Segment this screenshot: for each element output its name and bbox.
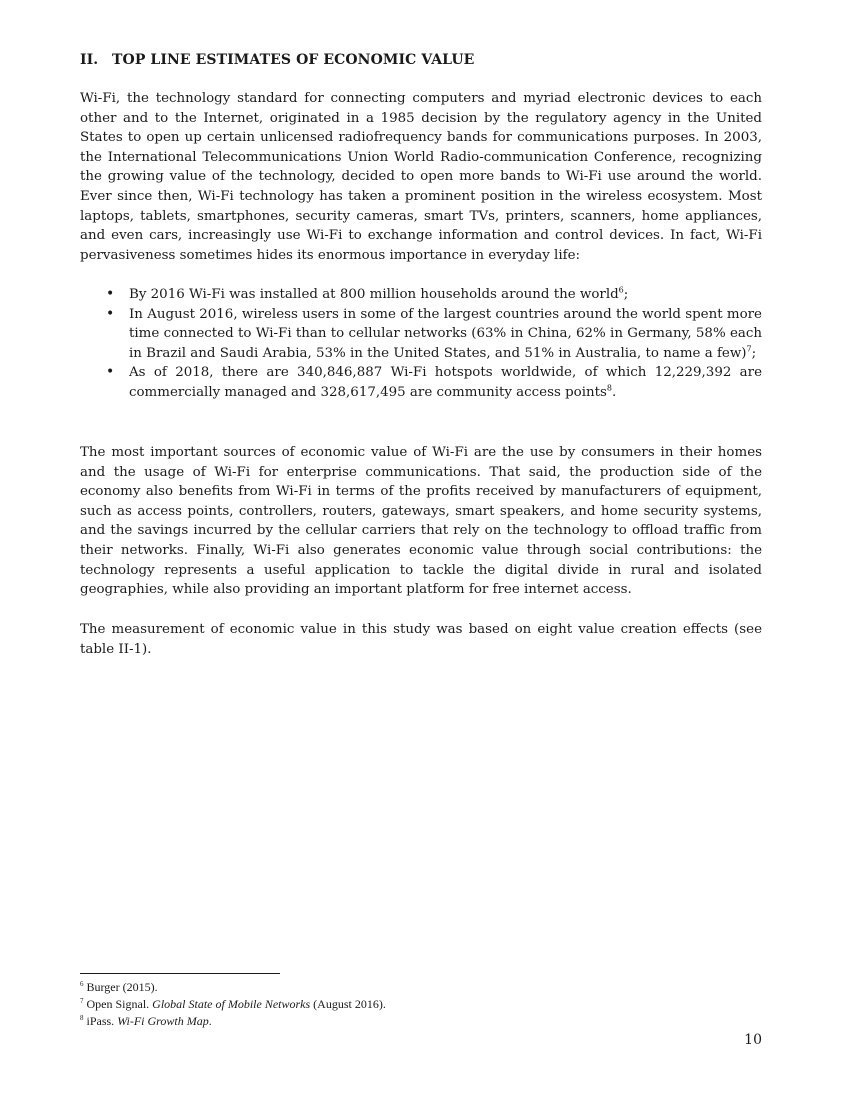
footnote-text: iPass. bbox=[86, 1014, 118, 1028]
footnote-number: 7 bbox=[80, 997, 84, 1005]
bullet-punct: . bbox=[611, 384, 617, 400]
intro-paragraph: Wi-Fi, the technology standard for connecting computers and myriad electronic devices to each other and to the Internet, originated in a 1985 decision by the regulatory agency in the United States to open up certain unlicensed radiofrequency bands for communications purposes. In 2003, the International Telecommunications Union World Radio-communication Conference, recognizing the growing value of the technology, decided to open more bands to Wi-Fi use around the world. Ever since then, Wi-Fi technology has taken a prominent position in the wireless ecosystem. Most laptops, tablets, smartphones, security cameras, smart TVs, printers, scanners, home appliances, and even cars, increasingly use Wi-Fi to exchange information and control devices. In fact, Wi-Fi pervasiveness sometimes hides its enormous importance in everyday life: bbox=[80, 91, 762, 263]
footnote bbox=[80, 1013, 762, 1030]
footnote-ref[interactable]: 7 bbox=[746, 344, 752, 354]
bullet-punct: ; bbox=[623, 287, 629, 302]
footnote-text: Open Signal. bbox=[86, 997, 153, 1011]
page-number: 10 bbox=[744, 1032, 762, 1048]
bullet-marker: • bbox=[106, 305, 115, 322]
footnote-after: (August 2016). bbox=[310, 997, 386, 1011]
list-item bbox=[80, 305, 762, 364]
bullet-text: By 2016 Wi-Fi was installed at 800 million households around the world bbox=[129, 287, 619, 302]
section-number: II. bbox=[80, 52, 99, 68]
bullet-text: As of 2018, there are 340,846,887 Wi-Fi hotspots worldwide, of which 12,229,392 are commercially managed and 328,617,495 are community access points bbox=[129, 365, 762, 400]
footnote-text: Burger (2015). bbox=[86, 980, 158, 994]
document-page bbox=[80, 0, 762, 1100]
bullet-text: In August 2016, wireless users in some of the largest countries around the world spent more time connected to Wi-Fi than to cellular networks (63% in China, 62% in Germany, 58% each in Brazil and Saudi Arabia, 53% in the United States, and 51% in Australia, to name a few) bbox=[129, 306, 762, 361]
footnote-divider bbox=[80, 973, 280, 974]
bullet-marker: • bbox=[106, 286, 115, 302]
list-item bbox=[80, 285, 762, 305]
bullet-marker: • bbox=[106, 364, 115, 381]
footnotes bbox=[80, 979, 762, 1030]
section-heading bbox=[80, 50, 762, 70]
footnote-number: 6 bbox=[80, 980, 84, 988]
bullet-list bbox=[80, 285, 762, 403]
footnote-ref[interactable]: 8 bbox=[606, 383, 612, 393]
footnote-after: . bbox=[208, 1014, 212, 1028]
list-item bbox=[80, 363, 762, 402]
footnote-italic: Global State of Mobile Networks bbox=[152, 997, 311, 1011]
measurement-paragraph: The measurement of economic value in this study was based on eight value creation effects (see table II-1). bbox=[80, 622, 762, 657]
footnote-number: 8 bbox=[80, 1014, 84, 1022]
bullet-punct: ; bbox=[751, 345, 757, 361]
footnote-ref[interactable]: 6 bbox=[618, 285, 624, 295]
footnote bbox=[80, 979, 762, 996]
footnote bbox=[80, 996, 762, 1013]
section-title: TOP LINE ESTIMATES OF ECONOMIC VALUE bbox=[112, 52, 475, 68]
footnote-italic: Wi-Fi Growth Map bbox=[117, 1014, 209, 1028]
sources-paragraph: The most important sources of economic value of Wi-Fi are the use by consumers in their homes and the usage of Wi-Fi for enterprise communications. That said, the production side of the economy also benefits from Wi-Fi in terms of the profits received by manufacturers of equipment, such as access points, controllers, routers, gateways, smart speakers, and home security systems, and the savings incurred by the cellular carriers that rely on the technology to offload traffic from their networks. Finally, Wi-Fi also generates economic value through social contributions: the technology represents a useful application to tackle the digital divide in rural and isolated geographies, while also providing an important platform for free internet access. bbox=[80, 445, 762, 598]
